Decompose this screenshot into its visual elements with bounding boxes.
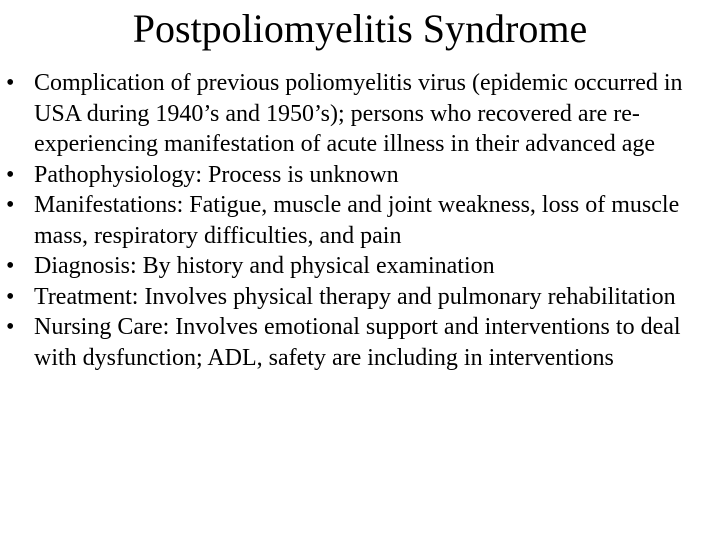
bullet-item-manifestations bbox=[0, 190, 700, 251]
bullet-text: Pathophysiology: Process is unknown bbox=[34, 161, 399, 188]
bullet-item-diagnosis bbox=[0, 251, 700, 282]
bullet-marker: • bbox=[6, 70, 15, 96]
bullet-text: Complication of previous poliomyelitis virus (epidemic occurred in USA during 1940’s and 1950’s); persons who recovered are re-experiencing manifestation of acute illness in their advanced age bbox=[34, 70, 683, 157]
bullet-text: Diagnosis: By history and physical examination bbox=[34, 253, 495, 279]
slide-title: Postpoliomyelitis Syndrome bbox=[132, 6, 588, 51]
bullet-text: Nursing Care: Involves emotional support and interventions to deal with dysfunction; ADL, safety are including in interventions bbox=[34, 314, 681, 371]
bullet-marker: • bbox=[6, 161, 15, 188]
bullet-text: Manifestations: Fatigue, muscle and joint weakness, loss of muscle mass, respiratory difficulties, and pain bbox=[34, 192, 680, 249]
bullet-list bbox=[0, 68, 700, 373]
bullet-text: Treatment: Involves physical therapy and pulmonary rehabilitation bbox=[34, 283, 676, 310]
bullet-marker: • bbox=[6, 283, 15, 310]
bullet-item-pathophysiology bbox=[0, 160, 700, 191]
bullet-item-complication bbox=[0, 68, 700, 160]
bullet-item-nursing-care bbox=[0, 312, 700, 373]
bullet-marker: • bbox=[6, 192, 15, 218]
bullet-marker: • bbox=[6, 314, 15, 340]
bullet-marker: • bbox=[6, 253, 15, 279]
bullet-item-treatment bbox=[0, 282, 700, 313]
